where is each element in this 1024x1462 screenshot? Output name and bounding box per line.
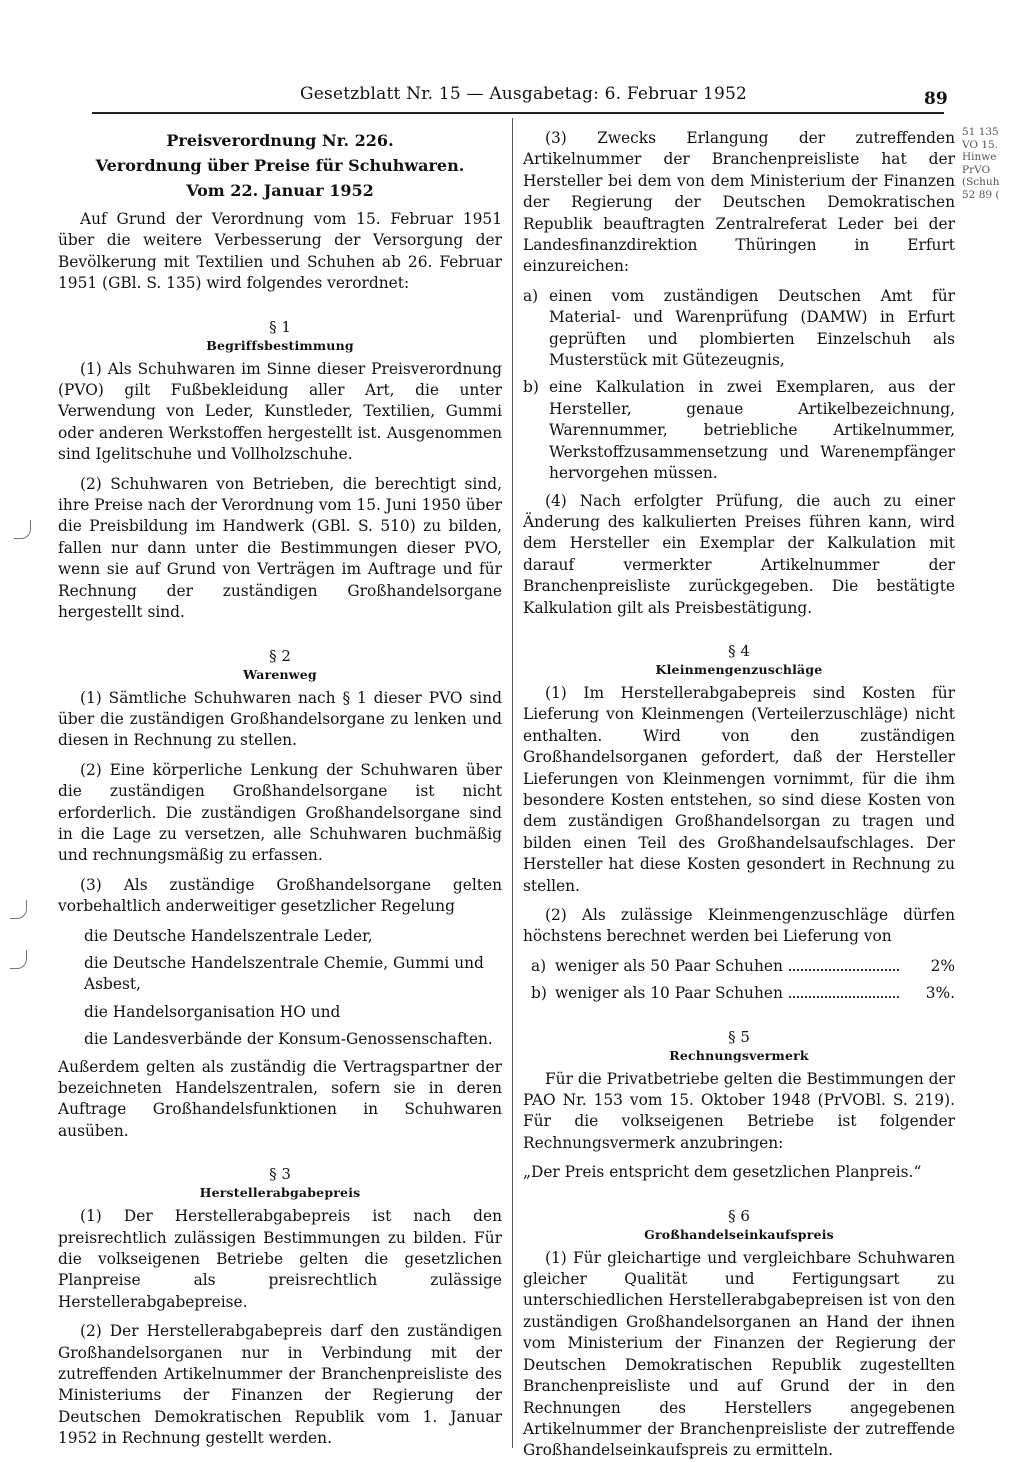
section-heading: Warenweg (243, 666, 317, 682)
paragraph: (2) Als zulässige Kleinmengenzuschläge dürfen höchstens berechnet werden bei Lieferung von (523, 906, 955, 946)
margin-line: Hinwe (962, 151, 997, 163)
list-item: die Deutsche Handelszentrale Leder, (84, 926, 373, 945)
paragraph: (3) Zwecks Erlangung der zutreffenden Artikelnummer der Branchenpreisliste hat der Hersteller bei dem von dem Ministerium der Finanzen der Regierung der Deutschen Demokratischen Republik beauftragten Zentralreferat Leder bei der Landesfinanzdirektion Thüringen in Erfurt einzureichen: (523, 129, 955, 276)
section-number: § 2 (269, 646, 291, 665)
paragraph: Außerdem gelten als zuständig die Vertragspartner der bezeichneten Handelszentralen, sofern sie in deren Auftrage Großhandelsfunktionen in Schuhwaren ausüben. (58, 1057, 502, 1140)
paragraph: (4) Nach erfolgter Prüfung, die auch zu einer Änderung des kalkulierten Preises führen kann, wird dem Hersteller ein Exemplar der Kalkulation mit darauf vermerkter Artikelnummer der Branchenpreisliste zurückgegeben. Die bestätigte Kalkulation gilt als Preisbestätigung. (523, 491, 955, 617)
surcharge-row (523, 983, 955, 1004)
ordinance-title: Preisverordnung Nr. 226. (166, 131, 394, 150)
paragraph: (2) Eine körperliche Lenkung der Schuhwaren über die zuständigen Großhandelsorgane ist nicht erforderlich. Die zuständigen Großhandelsorgane sind in die Lage zu versetzen, alle Schuhwaren buchmäßig und rechnungsmäßig zu erfassen. (58, 760, 502, 865)
invoice-note-quote: „Der Preis entspricht dem gesetzlichen Planpreis.“ (523, 1163, 922, 1182)
surcharge-value: 3%. (925, 984, 955, 1003)
paragraph: (1) Für gleichartige und vergleichbare Schuhwaren gleicher Qualität und Fertigungsart zu unterschiedlichen Herstellerabgabepreisen ist von den zuständigen Großhandelsorganen an Hand der ihnen vom Ministerium der Finanzen der Regierung der Deutschen Demokratischen Republik zugestellten Branchenpreisliste und auf Grund der in den Rechnungen des Herstellers angegebenen Artikelnummer der Branchenpreisliste der zutreffende Großhandelseinkaufspreis zu ermitteln. (523, 1248, 955, 1460)
list-item: die Deutsche Handelszentrale Chemie, Gummi und Asbest, (84, 953, 484, 994)
list-item: die Landesverbände der Konsum-Genossenschaften. (84, 1030, 493, 1049)
surcharge-row (523, 956, 955, 977)
section-heading: Begriffsbestimmung (206, 337, 354, 353)
paragraph: (3) Als zuständige Großhandelsorgane gelten vorbehaltlich anderweitiger gesetzlicher Regelung (58, 875, 502, 916)
right-column (523, 128, 955, 1462)
surcharge-value: 2% (930, 956, 955, 975)
paragraph: (1) Sämtliche Schuhwaren nach § 1 dieser PVO sind über die zuständigen Großhandelsorgane zu lenken und diesen in Rechnung zu stellen. (58, 688, 502, 750)
paragraph: (1) Der Herstellerabgabepreis ist nach den preisrechtlich zulässigen Bestimmungen zu bilden. Für die volkseigenen Betriebe gelten die gesetzlichen Planpreise als preisrechtlich zulässige Herstellerabgabepreise. (58, 1207, 502, 1311)
margin-line: 51 135 (962, 126, 999, 138)
header-rule (92, 112, 944, 114)
dot-leader (789, 969, 899, 971)
margin-check-mark-icon (10, 950, 27, 969)
list-item (523, 286, 955, 372)
dot-leader (789, 996, 899, 998)
running-header: Gesetzblatt Nr. 15 — Ausgabetag: 6. Februar 1952 (300, 84, 748, 104)
list-label: a) (523, 286, 539, 305)
surcharge-text: weniger als 10 Paar Schuhen (555, 984, 783, 1003)
margin-check-mark-icon (14, 520, 31, 539)
section-heading: Rechnungsvermerk (669, 1047, 809, 1063)
margin-line: VO 15. (962, 138, 999, 151)
paragraph: (1) Im Herstellerabgabepreis sind Kosten für Lieferung von Kleinmengen (Verteilerzuschläge) nicht enthalten. Wird von den zuständigen Großhandelsorganen gefordert, daß der Hersteller Lieferungen von Kleinmengen vornimmt, für die ihm besondere Kosten entstehen, so sind diese Kosten von dem zuständigen Großhandelsorgan zu tragen und bilden einen Teil des Großhandelsaufschlages. Der Hersteller hat diese Kosten gesondert in Rechnung zu stellen. (523, 683, 955, 895)
list-item: die Handelsorganisation HO und (84, 1002, 341, 1021)
margin-check-mark-icon (10, 900, 27, 919)
section-heading: Herstellerabgabepreis (199, 1185, 361, 1201)
list-text: eine Kalkulation in zwei Exemplaren, aus der Hersteller, genaue Artikelbezeichnung, Warennummer, betriebliche Artikelnummer, Werkstoffzusammensetzung und Warenempfänger hervorgehen müssen. (549, 378, 955, 483)
margin-line: 52 89 ( (962, 188, 1000, 201)
ordinance-date: Vom 22. Januar 1952 (186, 181, 374, 200)
paragraph: (2) Der Herstellerabgabepreis darf den zuständigen Großhandelsorganen nur in Verbindung mit der zutreffenden Artikelnummer der Branchenpreisliste des Ministeriums der Finanzen der Regierung der Deutschen Demokratischen Republik vom 1. Januar 1952 in Rechnung gestellt werden. (58, 1322, 502, 1448)
column-divider (512, 118, 513, 1448)
paragraph: (2) Schuhwaren von Betrieben, die berechtigt sind, ihre Preise nach der Verordnung vom 15. Juni 1950 über die Preisbildung im Handwerk (GBl. S. 510) zu bilden, fallen nur dann unter die Bestimmungen dieser PVO, wenn sie auf Grund von Verträgen im Auftrage und für Rechnung der zuständigen Großhandelsorgane hergestellt sind. (58, 474, 502, 622)
list-label: b) (523, 378, 539, 397)
section-number: § 1 (269, 317, 291, 336)
list-text: einen vom zuständigen Deutschen Amt für Material- und Warenprüfung (DAMW) in Erfurt geprüften und plombierten Einzelschuh als Musterstück mit Gütezeugnis, (549, 286, 955, 370)
margin-line: (Schuh (962, 176, 1000, 188)
section-number: § 4 (728, 641, 750, 660)
section-heading: Großhandelseinkaufspreis (644, 1226, 834, 1242)
left-column (58, 128, 502, 1450)
margin-annotation (962, 126, 1022, 201)
section-heading: Kleinmengenzuschläge (655, 661, 823, 677)
paragraph: (1) Als Schuhwaren im Sinne dieser Preisverordnung (PVO) gilt Fußbekleidung aller Art, die unter Verwendung von Leder, Kunstleder, Textilien, Gummi oder anderen Werkstoffen hergestellt ist. Ausgenommen sind Igelitschuhe und Vollholzschuhe. (58, 359, 502, 464)
section-number: § 3 (269, 1165, 291, 1184)
surcharge-text: weniger als 50 Paar Schuhen (555, 956, 783, 975)
page-number: 89 (924, 89, 948, 109)
margin-line: PrVO (962, 163, 991, 176)
preamble: Auf Grund der Verordnung vom 15. Februar 1951 über die weitere Verbesserung der Versorgung der Bevölkerung mit Textilien und Schuhen ab 26. Februar 1951 (GBl. S. 135) wird folgendes verordnet: (58, 210, 502, 293)
surcharge-label: b) (531, 984, 547, 1003)
paragraph: Für die Privatbetriebe gelten die Bestimmungen der PAO Nr. 153 vom 15. Oktober 1948 (PrVOBl. S. 219). Für die volkseigenen Betriebe ist folgender Rechnungsvermerk anzubringen: (523, 1069, 955, 1152)
surcharge-label: a) (531, 956, 547, 975)
ordinance-subtitle: Verordnung über Preise für Schuhwaren. (95, 156, 465, 175)
list-item (523, 377, 955, 484)
section-number: § 5 (728, 1027, 750, 1046)
section-number: § 6 (728, 1206, 750, 1225)
